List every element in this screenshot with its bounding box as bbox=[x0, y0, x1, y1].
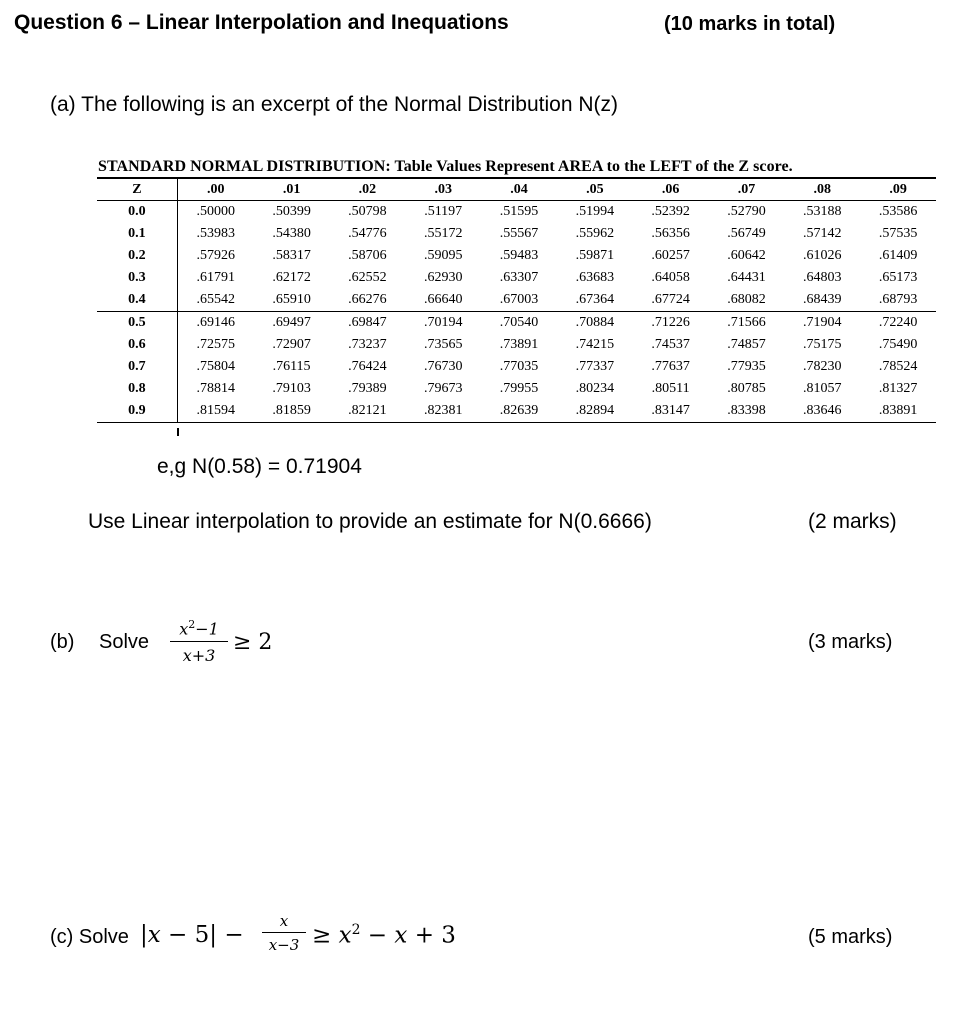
z-value-cell: 0.7 bbox=[97, 356, 177, 378]
geq-symbol: ≥ bbox=[312, 922, 339, 949]
part-c bbox=[50, 912, 510, 972]
table-cell: .83646 bbox=[784, 400, 860, 423]
part-b-fraction bbox=[170, 618, 228, 665]
table-cell: .71226 bbox=[633, 312, 709, 335]
table-row bbox=[97, 289, 936, 312]
normal-distribution-table-section bbox=[97, 158, 936, 423]
table-row bbox=[97, 312, 936, 335]
table-cell: .77337 bbox=[575, 359, 615, 374]
column-header: .09 bbox=[889, 181, 907, 197]
z-value-cell: 0.5 bbox=[97, 312, 177, 335]
table-cell: .62172 bbox=[272, 270, 311, 285]
table-cell: .59095 bbox=[423, 248, 463, 263]
rhs-x-squared: x bbox=[338, 922, 352, 949]
column-header: .08 bbox=[813, 181, 832, 197]
z-column-header: Z bbox=[97, 178, 177, 201]
table-cell: .51595 bbox=[499, 204, 539, 219]
table-cell: .83891 bbox=[860, 400, 936, 423]
table-cell: .53586 bbox=[878, 204, 918, 219]
table-cell: .74215 bbox=[575, 337, 615, 352]
table-cell: .50399 bbox=[272, 204, 311, 219]
table-cell: .77935 bbox=[727, 359, 766, 374]
part-c-fraction bbox=[262, 912, 306, 954]
example-text: e,g N(0.58) = 0.71904 bbox=[157, 455, 362, 478]
table-cell: .67364 bbox=[575, 292, 615, 307]
question-title: Question 6 – Linear Interpolation and Inequations bbox=[14, 11, 509, 34]
table-cell: .70540 bbox=[481, 312, 557, 335]
table-cell: .57142 bbox=[803, 226, 842, 241]
part-b-label: (b) bbox=[50, 631, 75, 653]
abs-bar-left: | bbox=[140, 922, 148, 948]
table-cell: .83147 bbox=[633, 400, 709, 423]
table-cell: .75490 bbox=[878, 337, 918, 352]
table-cell: .55172 bbox=[423, 226, 463, 241]
table-cell: .64431 bbox=[727, 270, 766, 285]
table-row bbox=[97, 356, 936, 378]
fraction-numerator: x bbox=[262, 912, 306, 933]
fraction-denominator: x−3 bbox=[268, 936, 300, 954]
table-cell: .82894 bbox=[557, 400, 633, 423]
column-header: .05 bbox=[586, 181, 604, 197]
table-cell: .55567 bbox=[499, 226, 539, 241]
table-cell: .55962 bbox=[575, 226, 615, 241]
column-header: .01 bbox=[282, 181, 301, 197]
table-cell: .59483 bbox=[499, 248, 539, 263]
table-cell: .76115 bbox=[272, 359, 311, 374]
z-value-cell: 0.4 bbox=[97, 289, 177, 312]
table-cell: .82121 bbox=[329, 400, 405, 423]
table-cell: .79389 bbox=[348, 381, 387, 396]
table-cell: .71566 bbox=[709, 312, 785, 335]
table-cell: .81057 bbox=[803, 381, 842, 396]
table-row bbox=[97, 201, 936, 224]
table-row bbox=[97, 245, 936, 267]
part-c-lhs bbox=[140, 922, 244, 948]
table-cell: .63307 bbox=[499, 270, 539, 285]
table-cell: .77637 bbox=[651, 359, 690, 374]
table-cell: .61791 bbox=[196, 270, 236, 285]
table-cell: .83398 bbox=[709, 400, 785, 423]
table-cell: .80785 bbox=[727, 381, 766, 396]
fraction-numerator bbox=[170, 618, 228, 642]
rhs-plus-three: + 3 bbox=[407, 922, 456, 949]
table-cell: .80234 bbox=[575, 381, 615, 396]
part-c-label: (c) Solve bbox=[50, 926, 129, 948]
z-value-cell: 0.6 bbox=[97, 334, 177, 356]
table-bottom-tick bbox=[177, 428, 179, 436]
table-cell: .58706 bbox=[348, 248, 387, 263]
table-cell: .79103 bbox=[272, 381, 311, 396]
table-cell: .78230 bbox=[803, 359, 842, 374]
table-cell: .70884 bbox=[557, 312, 633, 335]
table-cell: .69497 bbox=[254, 312, 330, 335]
table-cell: .72575 bbox=[196, 337, 236, 352]
table-cell: .73565 bbox=[423, 337, 463, 352]
column-header: .04 bbox=[510, 181, 528, 197]
table-cell: .67724 bbox=[651, 292, 690, 307]
numerator-exponent: 2 bbox=[188, 618, 196, 631]
table-cell: .57535 bbox=[878, 226, 918, 241]
table-cell: .62552 bbox=[348, 270, 387, 285]
table-cell: .81859 bbox=[254, 400, 330, 423]
table-row bbox=[97, 400, 936, 423]
table-cell: .74857 bbox=[727, 337, 766, 352]
column-header: .07 bbox=[737, 181, 756, 197]
part-c-rhs bbox=[312, 922, 456, 949]
table-cell: .78524 bbox=[878, 359, 918, 374]
fraction-denominator: x+3 bbox=[182, 646, 216, 666]
part-a-intro: (a) The following is an excerpt of the Normal Distribution N(z) bbox=[50, 93, 618, 116]
table-cell: .53983 bbox=[196, 226, 236, 241]
table-cell: .52790 bbox=[727, 204, 766, 219]
table-cell: .58317 bbox=[272, 248, 311, 263]
table-cell: .56356 bbox=[651, 226, 690, 241]
table-title: STANDARD NORMAL DISTRIBUTION: Table Values Represent AREA to the LEFT of the Z score. bbox=[98, 158, 793, 175]
table-cell: .74537 bbox=[651, 337, 690, 352]
table-cell: .66276 bbox=[348, 292, 387, 307]
table-cell: .65173 bbox=[878, 270, 918, 285]
table-cell: .70194 bbox=[405, 312, 481, 335]
table-cell: .57926 bbox=[196, 248, 236, 263]
rhs-x: x bbox=[394, 922, 408, 949]
table-cell: .72907 bbox=[272, 337, 311, 352]
table-cell: .62930 bbox=[423, 270, 463, 285]
table-cell: .61026 bbox=[803, 248, 842, 263]
table-cell: .63683 bbox=[575, 270, 615, 285]
table-cell: .79673 bbox=[423, 381, 463, 396]
interpolation-instruction: Use Linear interpolation to provide an estimate for N(0.6666) bbox=[88, 510, 652, 533]
question-total-marks: (10 marks in total) bbox=[664, 13, 836, 35]
table-cell: .60642 bbox=[727, 248, 766, 263]
z-value-cell: 0.0 bbox=[97, 201, 177, 224]
table-cell: .65910 bbox=[272, 292, 311, 307]
table-cell: .68082 bbox=[727, 292, 766, 307]
z-value-cell: 0.2 bbox=[97, 245, 177, 267]
table-cell: .80511 bbox=[651, 381, 690, 396]
z-value-cell: 0.9 bbox=[97, 400, 177, 423]
table-body bbox=[97, 201, 936, 423]
table-cell: .76424 bbox=[348, 359, 387, 374]
part-b-marks: (3 marks) bbox=[808, 631, 893, 653]
table-cell: .51994 bbox=[575, 204, 615, 219]
table-cell: .64803 bbox=[803, 270, 842, 285]
column-header: .02 bbox=[358, 181, 377, 197]
table-cell: .82381 bbox=[405, 400, 481, 423]
table-cell: .82639 bbox=[481, 400, 557, 423]
table-cell: .64058 bbox=[651, 270, 690, 285]
column-header: .06 bbox=[661, 181, 680, 197]
table-cell: .81327 bbox=[878, 381, 918, 396]
table-cell: .54776 bbox=[348, 226, 387, 241]
abs-rest: − 5| − bbox=[160, 922, 244, 948]
part-b-inequality: ≥ 2 bbox=[233, 630, 273, 655]
z-value-cell: 0.3 bbox=[97, 267, 177, 289]
table-cell: .69847 bbox=[329, 312, 405, 335]
table-cell: .56749 bbox=[727, 226, 766, 241]
table-row bbox=[97, 267, 936, 289]
table-row bbox=[97, 378, 936, 400]
table-cell: .81594 bbox=[177, 400, 253, 423]
table-cell: .50000 bbox=[196, 204, 236, 219]
column-header: .03 bbox=[434, 181, 452, 197]
table-cell: .79955 bbox=[499, 381, 539, 396]
table-header-row bbox=[97, 178, 936, 201]
column-header: .00 bbox=[207, 181, 225, 197]
table-cell: .68793 bbox=[878, 292, 918, 307]
table-cell: .50798 bbox=[348, 204, 387, 219]
table-cell: .73891 bbox=[499, 337, 539, 352]
rhs-exponent: 2 bbox=[351, 922, 361, 938]
table-cell: .72240 bbox=[860, 312, 936, 335]
table-cell: .65542 bbox=[196, 292, 236, 307]
table-cell: .59871 bbox=[575, 248, 615, 263]
rhs-minus: − bbox=[360, 922, 395, 949]
part-a-marks: (2 marks) bbox=[808, 510, 897, 533]
table-row bbox=[97, 334, 936, 356]
abs-variable: x bbox=[147, 922, 161, 948]
table-cell: .61409 bbox=[878, 248, 918, 263]
table-cell: .75804 bbox=[196, 359, 236, 374]
numerator-rest: −1 bbox=[195, 619, 219, 639]
part-c-marks: (5 marks) bbox=[808, 926, 893, 948]
table-cell: .54380 bbox=[272, 226, 311, 241]
table-cell: .52392 bbox=[651, 204, 690, 219]
z-value-cell: 0.1 bbox=[97, 223, 177, 245]
table-cell: .53188 bbox=[803, 204, 842, 219]
table-cell: .60257 bbox=[651, 248, 690, 263]
table-cell: .71904 bbox=[784, 312, 860, 335]
table-cell: .66640 bbox=[423, 292, 463, 307]
table-cell: .75175 bbox=[803, 337, 842, 352]
table-cell: .68439 bbox=[803, 292, 842, 307]
table-cell: .76730 bbox=[423, 359, 463, 374]
table-cell: .78814 bbox=[196, 381, 236, 396]
table-cell: .73237 bbox=[348, 337, 387, 352]
table-cell: .77035 bbox=[499, 359, 539, 374]
table-cell: .69146 bbox=[177, 312, 253, 335]
table-row bbox=[97, 223, 936, 245]
normal-distribution-table bbox=[97, 177, 936, 423]
numerator-var: x bbox=[179, 619, 189, 639]
table-cell: .51197 bbox=[424, 204, 463, 219]
part-b-solve: Solve bbox=[99, 631, 150, 653]
z-value-cell: 0.8 bbox=[97, 378, 177, 400]
table-cell: .67003 bbox=[499, 292, 539, 307]
